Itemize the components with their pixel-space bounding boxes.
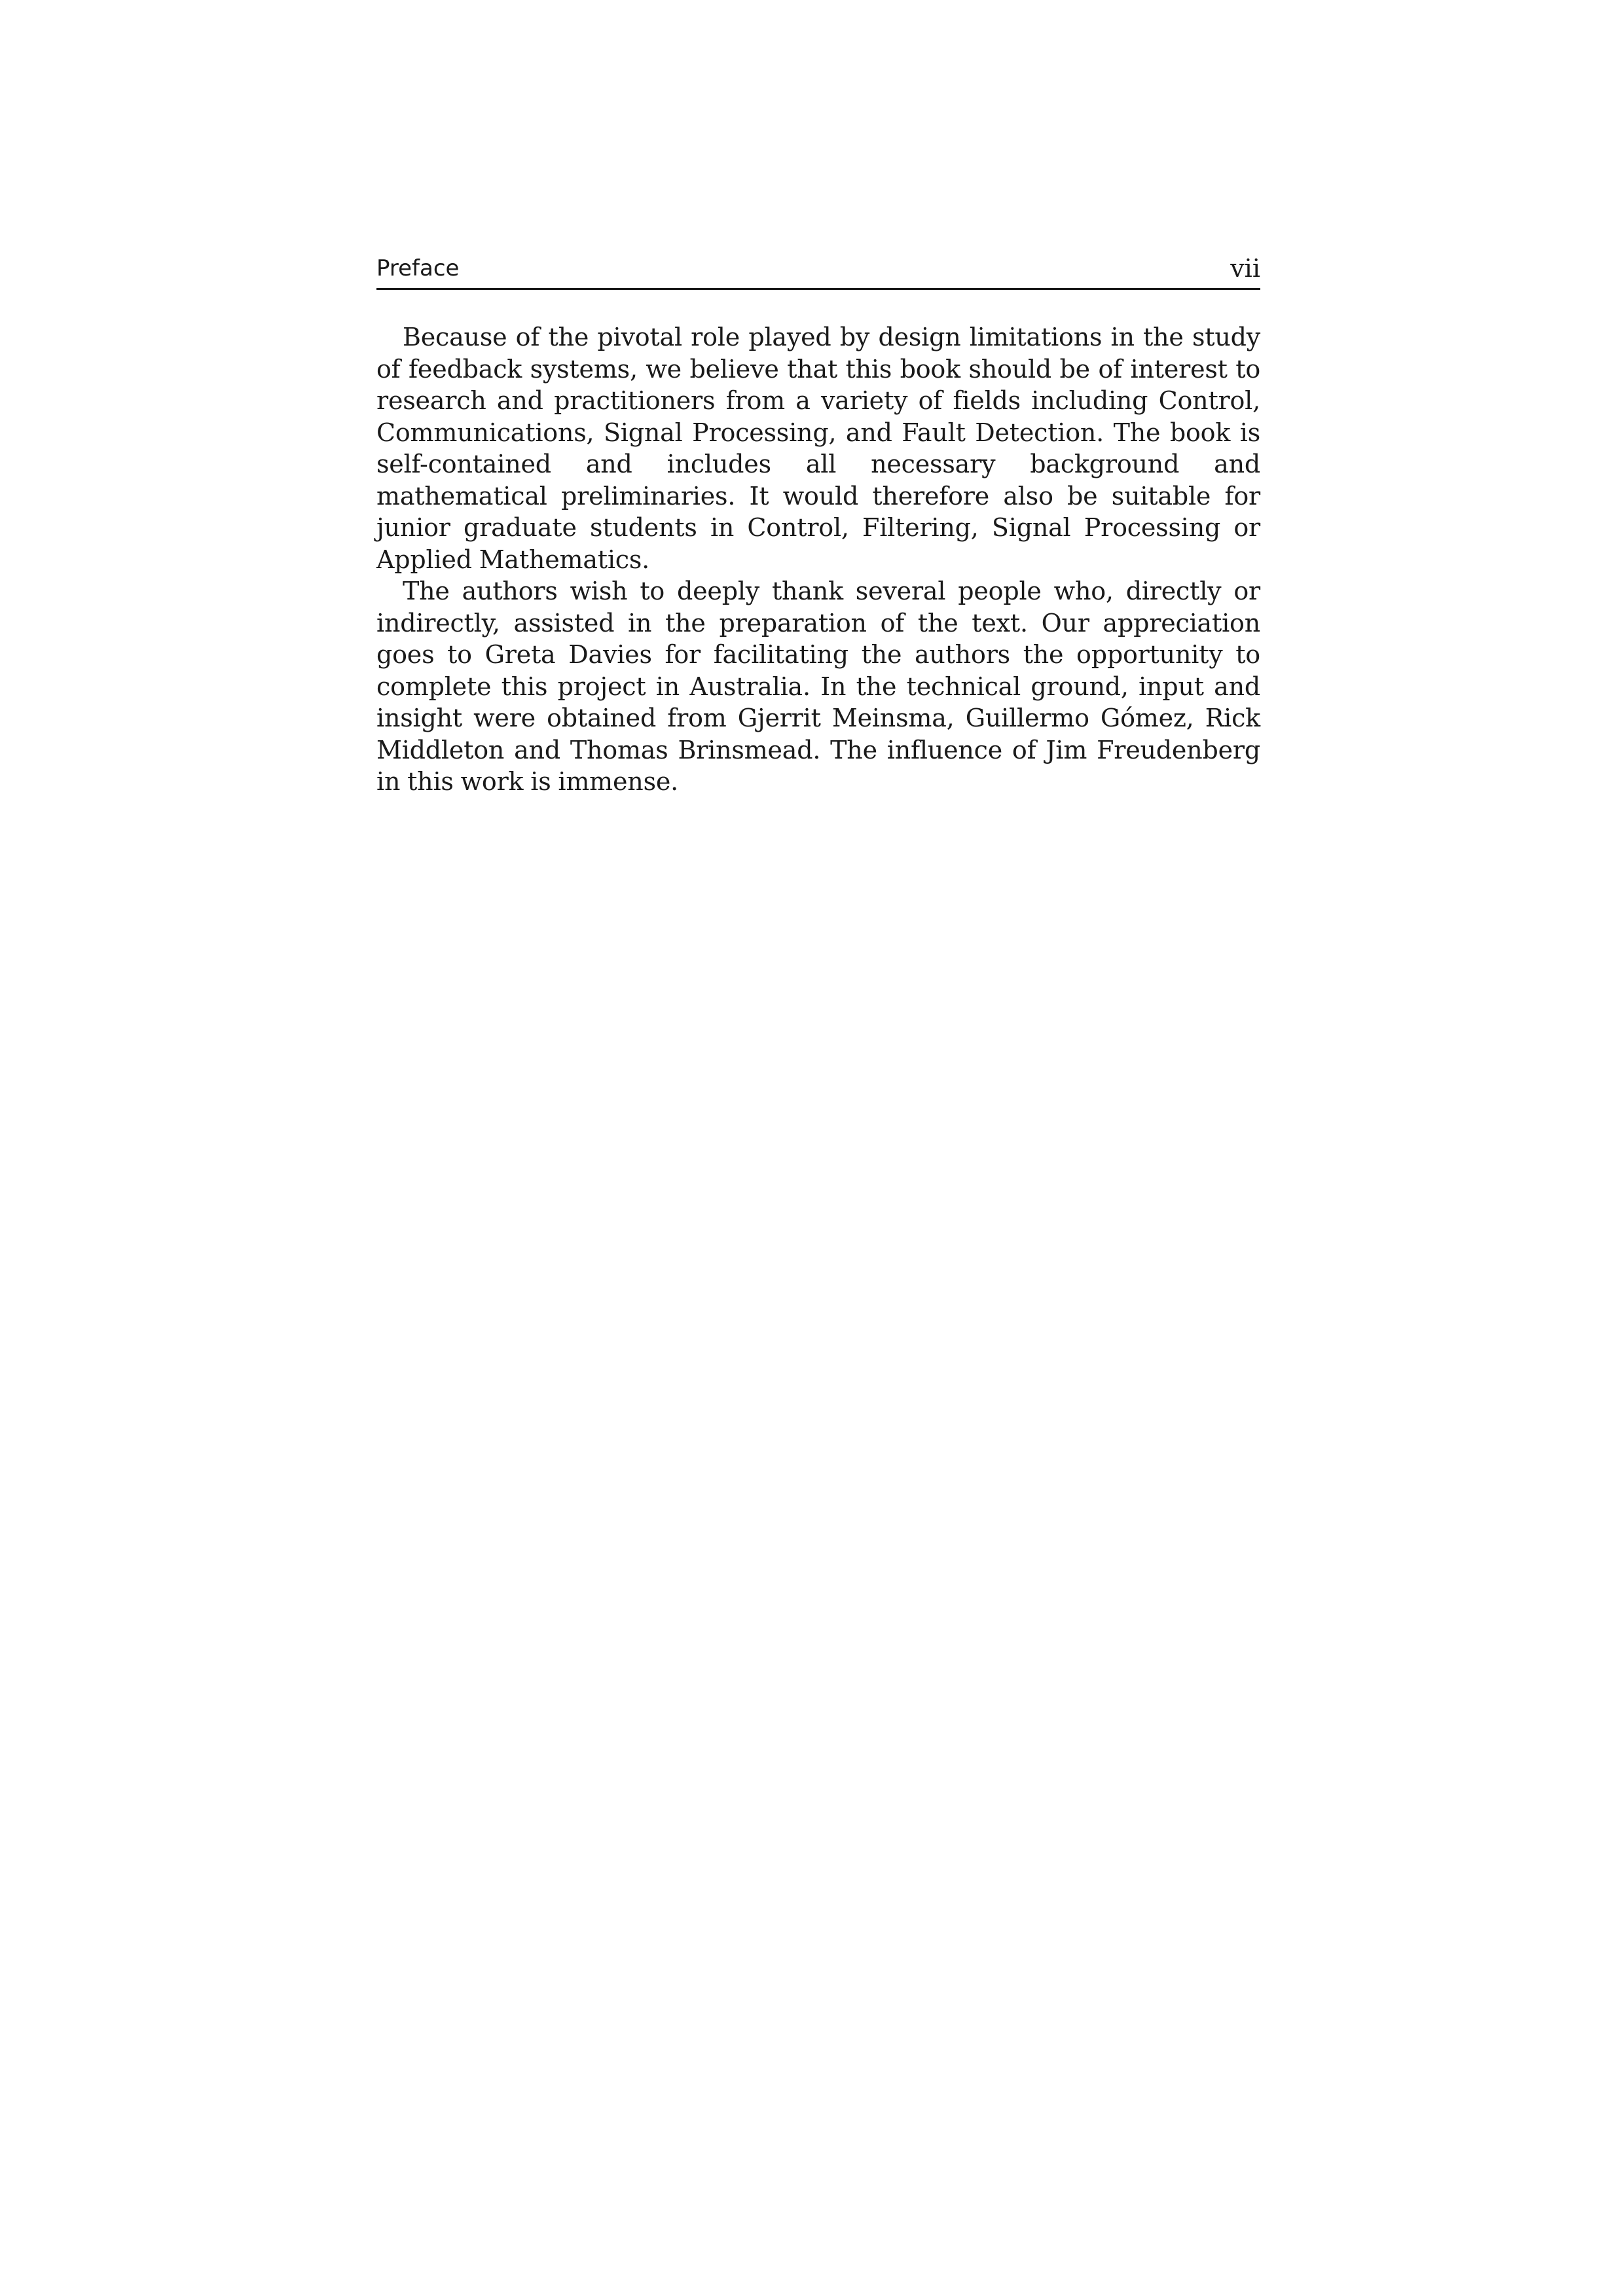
section-title: Preface	[376, 255, 460, 281]
body-text	[376, 321, 1260, 798]
paragraph-acknowledgements: The authors wish to deeply thank several people who, directly or indirectly, assisted in the preparation of the text. Our appreciation goes to Greta Davies for facilitating the authors the opportunity to complete this project in Australia. In the technical ground, input and insight were obtained from Gjerrit Meinsma, Guillermo Gómez, Rick Middleton and Thomas Brinsmead. The influence of Jim Freudenberg in this work is immense.	[376, 577, 1260, 796]
page-number: vii	[1230, 254, 1260, 283]
book-page	[376, 255, 1260, 798]
paragraph-design-limitations: Because of the pivotal role played by design limitations in the study of feedback systems, we believe that this book should be of interest to research and practitioners from a variety of fields including Control, Communications, Signal Processing, and Fault Detection. The book is self-contained and includes all necessary background and mathematical preliminaries. It would therefore also be suitable for junior graduate students in Control, Filtering, Signal Processing or Applied Mathematics.	[376, 323, 1260, 574]
running-header	[376, 255, 1260, 290]
